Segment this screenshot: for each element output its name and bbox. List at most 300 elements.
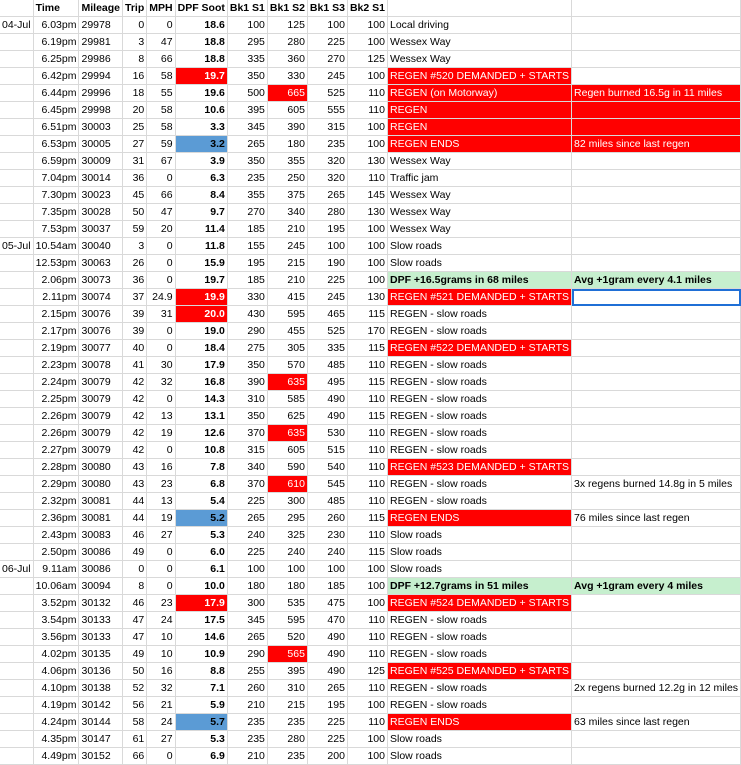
cell-soot[interactable]: 3.9 [175,153,227,170]
cell-mileage[interactable]: 30023 [79,187,123,204]
cell-date[interactable] [0,221,33,238]
cell-soot[interactable]: 15.9 [175,255,227,272]
cell-trip[interactable]: 31 [123,153,147,170]
cell-mph[interactable]: 0 [147,323,175,340]
cell-note[interactable]: Slow roads [387,255,571,272]
cell-time[interactable]: 3.54pm [33,612,79,629]
cell-comment[interactable] [572,629,741,646]
cell-b13[interactable]: 485 [307,493,347,510]
cell-trip[interactable]: 42 [123,408,147,425]
cell-b12[interactable]: 340 [267,204,307,221]
cell-trip[interactable]: 49 [123,544,147,561]
cell-mph[interactable]: 19 [147,510,175,527]
cell-mph[interactable]: 0 [147,391,175,408]
cell-time[interactable]: 7.53pm [33,221,79,238]
cell-b21[interactable]: 110 [347,680,387,697]
cell-b11[interactable]: 345 [227,119,267,136]
cell-mileage[interactable]: 30142 [79,697,123,714]
cell-date[interactable] [0,459,33,476]
cell-date[interactable] [0,510,33,527]
cell-note[interactable]: REGEN #520 DEMANDED + STARTS [387,68,571,85]
cell-mph[interactable]: 47 [147,34,175,51]
cell-b11[interactable]: 340 [227,459,267,476]
cell-b13[interactable]: 195 [307,221,347,238]
header-cell[interactable] [0,0,33,17]
cell-b12[interactable]: 635 [267,425,307,442]
cell-b13[interactable]: 225 [307,272,347,289]
cell-mph[interactable]: 67 [147,153,175,170]
cell-b12[interactable]: 455 [267,323,307,340]
cell-mph[interactable]: 66 [147,187,175,204]
cell-soot[interactable]: 5.9 [175,697,227,714]
cell-b12[interactable]: 330 [267,68,307,85]
cell-date[interactable] [0,68,33,85]
cell-b11[interactable]: 390 [227,374,267,391]
cell-note[interactable]: REGEN - slow roads [387,680,571,697]
cell-b11[interactable]: 370 [227,476,267,493]
header-cell[interactable]: Bk1 S2 [267,0,307,17]
cell-comment[interactable] [572,221,741,238]
cell-b11[interactable]: 270 [227,204,267,221]
cell-mileage[interactable]: 30079 [79,374,123,391]
cell-time[interactable]: 6.45pm [33,102,79,119]
cell-note[interactable]: REGEN - slow roads [387,425,571,442]
cell-comment[interactable] [572,306,741,323]
cell-date[interactable] [0,153,33,170]
cell-trip[interactable]: 16 [123,68,147,85]
cell-mileage[interactable]: 29981 [79,34,123,51]
cell-mileage[interactable]: 30135 [79,646,123,663]
cell-b13[interactable]: 525 [307,85,347,102]
cell-comment[interactable] [572,187,741,204]
cell-comment[interactable]: 76 miles since last regen [572,510,741,527]
cell-date[interactable] [0,289,33,306]
cell-mph[interactable]: 13 [147,493,175,510]
cell-b21[interactable]: 100 [347,136,387,153]
cell-trip[interactable]: 20 [123,102,147,119]
cell-b21[interactable]: 115 [347,408,387,425]
cell-soot[interactable]: 18.6 [175,17,227,34]
cell-b12[interactable]: 325 [267,527,307,544]
cell-mph[interactable]: 59 [147,136,175,153]
cell-b13[interactable]: 315 [307,119,347,136]
cell-trip[interactable]: 25 [123,119,147,136]
cell-b13[interactable]: 240 [307,544,347,561]
cell-soot[interactable]: 19.0 [175,323,227,340]
cell-b13[interactable]: 280 [307,204,347,221]
cell-mph[interactable]: 24 [147,612,175,629]
cell-b11[interactable]: 300 [227,595,267,612]
cell-b12[interactable]: 180 [267,136,307,153]
cell-b13[interactable]: 265 [307,680,347,697]
cell-b21[interactable]: 115 [347,374,387,391]
cell-mph[interactable]: 32 [147,680,175,697]
cell-b13[interactable]: 235 [307,136,347,153]
cell-b11[interactable]: 295 [227,34,267,51]
cell-b21[interactable]: 100 [347,255,387,272]
cell-date[interactable] [0,731,33,748]
cell-mph[interactable]: 58 [147,102,175,119]
cell-b21[interactable]: 100 [347,34,387,51]
cell-time[interactable]: 6.44pm [33,85,79,102]
cell-b21[interactable]: 100 [347,272,387,289]
cell-time[interactable]: 2.27pm [33,442,79,459]
cell-date[interactable] [0,51,33,68]
cell-mph[interactable]: 32 [147,374,175,391]
cell-b12[interactable]: 125 [267,17,307,34]
cell-note[interactable]: REGEN - slow roads [387,374,571,391]
cell-mileage[interactable]: 29998 [79,102,123,119]
cell-mph[interactable]: 0 [147,255,175,272]
header-cell[interactable] [572,0,741,17]
cell-time[interactable]: 2.28pm [33,459,79,476]
cell-mileage[interactable]: 30079 [79,408,123,425]
cell-b12[interactable]: 305 [267,340,307,357]
cell-comment[interactable] [572,102,741,119]
cell-note[interactable]: Slow roads [387,527,571,544]
cell-time[interactable]: 2.24pm [33,374,79,391]
cell-b21[interactable]: 100 [347,238,387,255]
cell-trip[interactable]: 43 [123,476,147,493]
cell-comment[interactable] [572,340,741,357]
cell-comment[interactable] [572,289,741,306]
cell-soot[interactable]: 5.3 [175,731,227,748]
cell-mileage[interactable]: 30086 [79,561,123,578]
cell-soot[interactable]: 19.7 [175,68,227,85]
cell-b11[interactable]: 315 [227,442,267,459]
cell-time[interactable]: 2.19pm [33,340,79,357]
cell-note[interactable]: Wessex Way [387,51,571,68]
cell-comment[interactable] [572,17,741,34]
cell-soot[interactable]: 18.8 [175,51,227,68]
cell-time[interactable]: 10.54am [33,238,79,255]
cell-time[interactable]: 4.06pm [33,663,79,680]
cell-comment[interactable] [572,68,741,85]
cell-comment[interactable] [572,731,741,748]
cell-time[interactable]: 10.06am [33,578,79,595]
cell-b11[interactable]: 370 [227,425,267,442]
cell-comment[interactable] [572,697,741,714]
cell-b13[interactable]: 260 [307,510,347,527]
cell-time[interactable]: 3.52pm [33,595,79,612]
cell-time[interactable]: 4.24pm [33,714,79,731]
cell-date[interactable] [0,391,33,408]
cell-trip[interactable]: 56 [123,697,147,714]
cell-soot[interactable]: 5.2 [175,510,227,527]
cell-mileage[interactable]: 29986 [79,51,123,68]
cell-mileage[interactable]: 30079 [79,442,123,459]
cell-soot[interactable]: 13.1 [175,408,227,425]
cell-comment[interactable] [572,408,741,425]
cell-b12[interactable]: 250 [267,170,307,187]
cell-mileage[interactable]: 30083 [79,527,123,544]
cell-b13[interactable]: 485 [307,357,347,374]
cell-b12[interactable]: 240 [267,544,307,561]
cell-b11[interactable]: 195 [227,255,267,272]
cell-date[interactable] [0,680,33,697]
cell-note[interactable]: REGEN - slow roads [387,408,571,425]
cell-b12[interactable]: 595 [267,612,307,629]
cell-date[interactable]: 04-Jul [0,17,33,34]
cell-comment[interactable] [572,544,741,561]
cell-time[interactable]: 2.26pm [33,408,79,425]
cell-mph[interactable]: 0 [147,544,175,561]
cell-comment[interactable] [572,170,741,187]
cell-b21[interactable]: 115 [347,544,387,561]
cell-trip[interactable]: 43 [123,459,147,476]
header-cell[interactable]: MPH [147,0,175,17]
cell-soot[interactable]: 16.8 [175,374,227,391]
cell-b13[interactable]: 470 [307,612,347,629]
cell-comment[interactable] [572,238,741,255]
cell-b21[interactable]: 125 [347,663,387,680]
cell-mph[interactable]: 55 [147,85,175,102]
cell-b13[interactable]: 100 [307,238,347,255]
cell-mileage[interactable]: 30077 [79,340,123,357]
cell-date[interactable] [0,85,33,102]
cell-date[interactable]: 05-Jul [0,238,33,255]
cell-b12[interactable]: 605 [267,442,307,459]
cell-time[interactable]: 3.56pm [33,629,79,646]
cell-b12[interactable]: 360 [267,51,307,68]
cell-b21[interactable]: 130 [347,289,387,306]
header-cell[interactable] [387,0,571,17]
cell-mileage[interactable]: 30133 [79,629,123,646]
cell-b12[interactable]: 665 [267,85,307,102]
cell-trip[interactable]: 59 [123,221,147,238]
cell-date[interactable] [0,204,33,221]
cell-b13[interactable]: 225 [307,34,347,51]
cell-b13[interactable]: 100 [307,561,347,578]
cell-soot[interactable]: 7.8 [175,459,227,476]
cell-b21[interactable]: 100 [347,119,387,136]
cell-b12[interactable]: 375 [267,187,307,204]
cell-mileage[interactable]: 30073 [79,272,123,289]
cell-comment[interactable] [572,561,741,578]
cell-note[interactable]: Wessex Way [387,153,571,170]
cell-soot[interactable]: 17.9 [175,595,227,612]
cell-soot[interactable]: 18.8 [175,34,227,51]
cell-mph[interactable]: 0 [147,578,175,595]
cell-comment[interactable] [572,323,741,340]
cell-b11[interactable]: 335 [227,51,267,68]
cell-soot[interactable]: 5.3 [175,527,227,544]
cell-date[interactable] [0,629,33,646]
cell-mph[interactable]: 31 [147,306,175,323]
cell-b12[interactable]: 300 [267,493,307,510]
cell-mileage[interactable]: 30037 [79,221,123,238]
cell-comment[interactable] [572,391,741,408]
cell-soot[interactable]: 6.0 [175,544,227,561]
cell-time[interactable]: 9.11am [33,561,79,578]
cell-mileage[interactable]: 30040 [79,238,123,255]
cell-mileage[interactable]: 30144 [79,714,123,731]
cell-note[interactable]: REGEN - slow roads [387,612,571,629]
cell-note[interactable]: REGEN #525 DEMANDED + STARTS [387,663,571,680]
cell-time[interactable]: 2.43pm [33,527,79,544]
cell-mph[interactable]: 20 [147,221,175,238]
cell-b13[interactable]: 225 [307,714,347,731]
cell-soot[interactable]: 14.6 [175,629,227,646]
cell-soot[interactable]: 17.9 [175,357,227,374]
cell-comment[interactable] [572,119,741,136]
cell-b12[interactable]: 395 [267,663,307,680]
cell-date[interactable] [0,612,33,629]
cell-note[interactable]: Slow roads [387,238,571,255]
cell-comment[interactable] [572,425,741,442]
cell-trip[interactable]: 3 [123,34,147,51]
cell-b21[interactable]: 100 [347,731,387,748]
cell-mileage[interactable]: 30080 [79,476,123,493]
cell-b11[interactable]: 350 [227,153,267,170]
cell-b12[interactable]: 280 [267,34,307,51]
cell-b13[interactable]: 555 [307,102,347,119]
cell-b11[interactable]: 225 [227,493,267,510]
cell-note[interactable]: REGEN ENDS [387,136,571,153]
cell-note[interactable]: Slow roads [387,561,571,578]
cell-b11[interactable]: 290 [227,323,267,340]
cell-trip[interactable]: 58 [123,714,147,731]
cell-b13[interactable]: 490 [307,408,347,425]
cell-b13[interactable]: 475 [307,595,347,612]
cell-mph[interactable]: 0 [147,748,175,765]
header-cell[interactable]: Time [33,0,79,17]
cell-trip[interactable]: 0 [123,17,147,34]
cell-mileage[interactable]: 30138 [79,680,123,697]
cell-b11[interactable]: 235 [227,170,267,187]
cell-b12[interactable]: 100 [267,561,307,578]
cell-comment[interactable] [572,34,741,51]
cell-comment[interactable] [572,153,741,170]
cell-b13[interactable]: 525 [307,323,347,340]
cell-time[interactable]: 4.35pm [33,731,79,748]
cell-b13[interactable]: 495 [307,374,347,391]
cell-date[interactable] [0,527,33,544]
cell-b13[interactable]: 245 [307,68,347,85]
cell-b21[interactable]: 110 [347,527,387,544]
cell-mileage[interactable]: 30003 [79,119,123,136]
cell-b11[interactable]: 235 [227,731,267,748]
cell-mph[interactable]: 47 [147,204,175,221]
cell-time[interactable]: 2.11pm [33,289,79,306]
cell-mileage[interactable]: 30014 [79,170,123,187]
cell-b11[interactable]: 210 [227,697,267,714]
cell-b13[interactable]: 190 [307,255,347,272]
cell-comment[interactable] [572,646,741,663]
cell-b12[interactable]: 610 [267,476,307,493]
cell-mileage[interactable]: 29994 [79,68,123,85]
cell-b12[interactable]: 590 [267,459,307,476]
cell-soot[interactable]: 20.0 [175,306,227,323]
cell-mph[interactable]: 23 [147,595,175,612]
cell-note[interactable]: Slow roads [387,731,571,748]
cell-comment[interactable] [572,374,741,391]
cell-soot[interactable]: 7.1 [175,680,227,697]
cell-b21[interactable]: 100 [347,595,387,612]
cell-b12[interactable]: 210 [267,272,307,289]
cell-date[interactable] [0,714,33,731]
cell-mph[interactable]: 0 [147,561,175,578]
cell-b13[interactable]: 265 [307,187,347,204]
cell-mileage[interactable]: 30081 [79,510,123,527]
cell-trip[interactable]: 52 [123,680,147,697]
cell-date[interactable] [0,272,33,289]
cell-date[interactable] [0,493,33,510]
cell-time[interactable]: 6.42pm [33,68,79,85]
cell-b11[interactable]: 260 [227,680,267,697]
cell-b13[interactable]: 335 [307,340,347,357]
cell-mileage[interactable]: 30076 [79,306,123,323]
cell-b12[interactable]: 310 [267,680,307,697]
cell-date[interactable] [0,646,33,663]
cell-note[interactable]: DPF +12.7grams in 51 miles [387,578,571,595]
cell-date[interactable]: 06-Jul [0,561,33,578]
cell-trip[interactable]: 47 [123,629,147,646]
cell-b11[interactable]: 500 [227,85,267,102]
cell-time[interactable]: 2.15pm [33,306,79,323]
cell-date[interactable] [0,544,33,561]
cell-b11[interactable]: 395 [227,102,267,119]
cell-b21[interactable]: 110 [347,391,387,408]
cell-soot[interactable]: 3.3 [175,119,227,136]
cell-b13[interactable]: 490 [307,663,347,680]
cell-mph[interactable]: 0 [147,340,175,357]
cell-soot[interactable]: 14.3 [175,391,227,408]
cell-b21[interactable]: 110 [347,612,387,629]
cell-mileage[interactable]: 30136 [79,663,123,680]
cell-b21[interactable]: 110 [347,357,387,374]
cell-b21[interactable]: 100 [347,68,387,85]
cell-b12[interactable]: 535 [267,595,307,612]
cell-comment[interactable] [572,663,741,680]
cell-b12[interactable]: 635 [267,374,307,391]
cell-date[interactable] [0,34,33,51]
cell-date[interactable] [0,187,33,204]
cell-comment[interactable] [572,459,741,476]
cell-b13[interactable]: 545 [307,476,347,493]
cell-comment[interactable]: Avg +1gram every 4 miles [572,578,741,595]
cell-date[interactable] [0,119,33,136]
cell-trip[interactable]: 18 [123,85,147,102]
cell-b11[interactable]: 235 [227,714,267,731]
cell-soot[interactable]: 11.4 [175,221,227,238]
cell-mileage[interactable]: 30009 [79,153,123,170]
cell-mph[interactable]: 0 [147,170,175,187]
cell-mph[interactable]: 0 [147,272,175,289]
cell-b11[interactable]: 330 [227,289,267,306]
cell-trip[interactable]: 46 [123,595,147,612]
cell-soot[interactable]: 12.6 [175,425,227,442]
cell-b13[interactable]: 230 [307,527,347,544]
cell-b12[interactable]: 625 [267,408,307,425]
cell-mph[interactable]: 27 [147,731,175,748]
cell-b21[interactable]: 130 [347,204,387,221]
cell-time[interactable]: 2.36pm [33,510,79,527]
cell-mileage[interactable]: 30078 [79,357,123,374]
cell-mileage[interactable]: 29996 [79,85,123,102]
cell-b11[interactable]: 255 [227,663,267,680]
cell-mph[interactable]: 10 [147,629,175,646]
cell-mph[interactable]: 16 [147,459,175,476]
cell-soot[interactable]: 5.7 [175,714,227,731]
cell-trip[interactable]: 41 [123,357,147,374]
cell-soot[interactable]: 3.2 [175,136,227,153]
cell-trip[interactable]: 42 [123,374,147,391]
cell-soot[interactable]: 10.6 [175,102,227,119]
cell-trip[interactable]: 8 [123,578,147,595]
cell-note[interactable]: REGEN - slow roads [387,323,571,340]
cell-mileage[interactable]: 30063 [79,255,123,272]
